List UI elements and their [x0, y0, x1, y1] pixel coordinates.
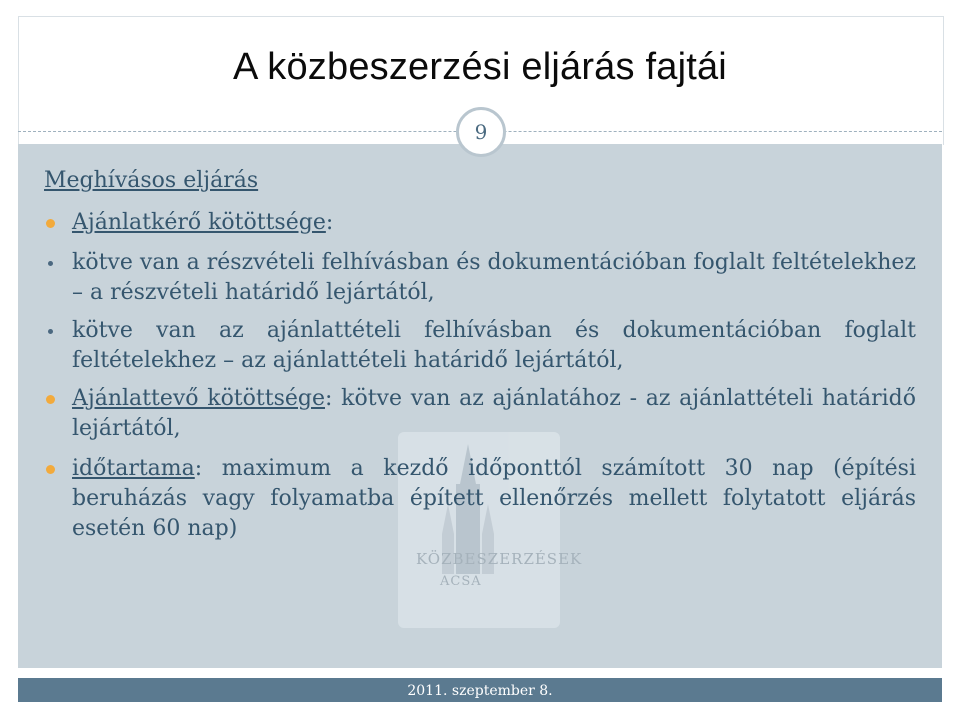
- bullet-text: : kötve van az ajánlatához - az ajánlattételi határidő lejártától,: [72, 386, 916, 441]
- sub-bullet-item: [44, 248, 916, 308]
- bullet-text: :: [325, 210, 334, 235]
- orange-bullet-icon: [46, 465, 55, 474]
- bullet-text: : maximum a kezdő időponttól számított 30 nap (építési beruházás vagy folyamatba épített ellenőrzés mellett folytatott eljárás esetén 60 nap): [72, 456, 916, 541]
- bullet-label: Ajánlatkérő kötöttsége: [72, 210, 326, 235]
- bullet-item: [44, 384, 916, 444]
- footer-date: 2011. szeptember 8.: [407, 683, 553, 699]
- slide-title: A közbeszerzési eljárás fajtái: [233, 46, 727, 88]
- slide-content: [44, 166, 916, 552]
- bullet-item: [44, 454, 916, 544]
- bullet-label: Ajánlattevő kötöttsége: [72, 386, 325, 411]
- orange-bullet-icon: [46, 219, 55, 228]
- sub-bullet-item: [44, 316, 916, 376]
- bullet-item: [44, 208, 916, 238]
- sub-bullet-text: kötve van az ajánlattételi felhívásban és dokumentációban foglalt feltételekhez – az ajánlattételi határidő lejártától,: [72, 318, 916, 373]
- watermark-text: KÖZBESZERZÉSEK: [416, 550, 583, 568]
- bullet-label: időtartama: [72, 456, 195, 481]
- watermark-subtext: ACSA: [440, 574, 482, 589]
- section-heading: Meghívásos eljárás: [44, 168, 259, 193]
- small-bullet-icon: [48, 261, 53, 266]
- orange-bullet-icon: [46, 395, 55, 404]
- sub-bullet-text: kötve van a részvételi felhívásban és dokumentációban foglalt feltételekhez – a részvételi határidő lejártától,: [72, 250, 916, 305]
- page-number-badge: 9: [456, 107, 506, 157]
- small-bullet-icon: [48, 329, 53, 334]
